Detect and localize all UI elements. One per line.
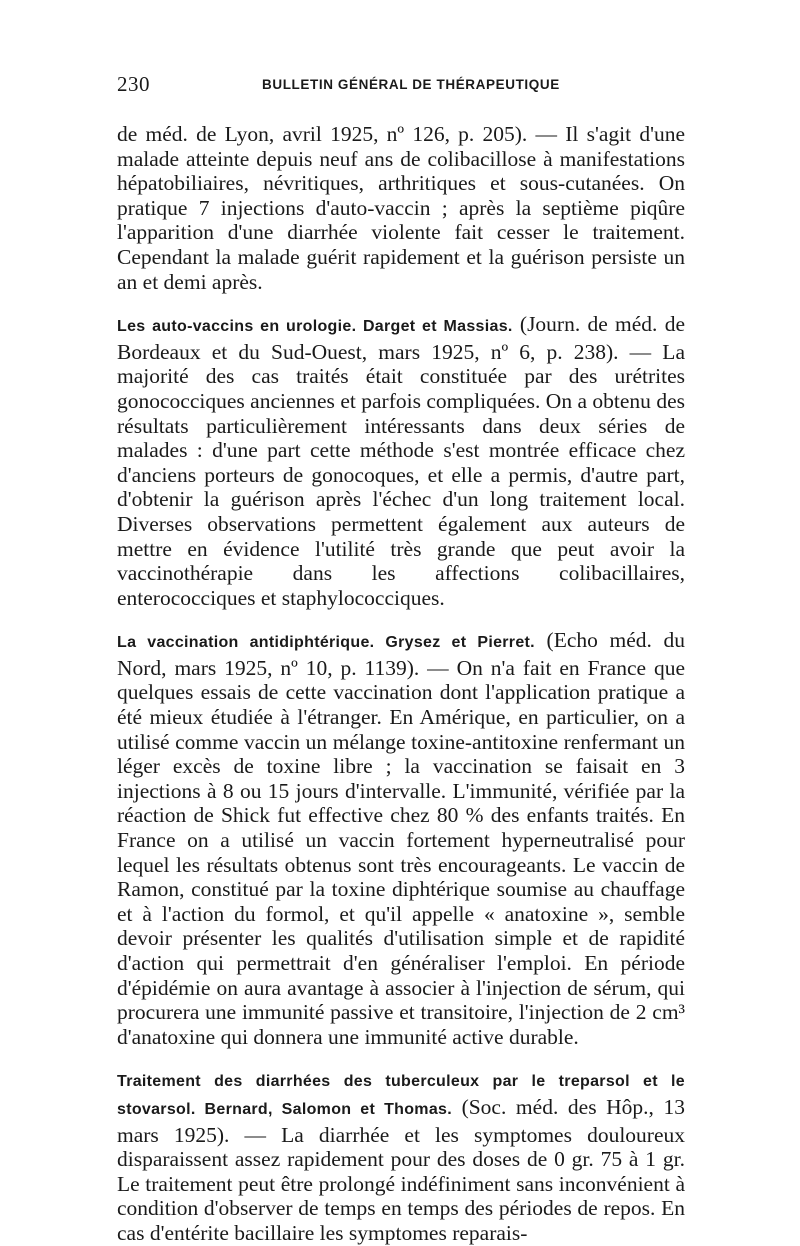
article-body: (Soc. méd. des Hôp., 13 mars 1925). — La diarrhée et les symptomes douloureux disparaissent assez rapidement pour des doses de 0 gr. 75 à 1 gr. Le traitement peut être prolongé indéfiniment sans inconvénient à condition d'observer de temps en temps des périodes de repos. En cas d'entérite bacillaire les symptomes reparais- — [117, 1094, 685, 1245]
page-number: 230 — [117, 72, 150, 96]
article-heading: Traitement des diarrhées des tuberculeux par le treparsol et le stovarsol. Bernard, Salomon et Thomas. — [117, 1073, 685, 1118]
article-heading: Les auto-vaccins en urologie. Darget et Massias. — [117, 318, 513, 336]
journal-title: BULLETIN GÉNÉRAL DE THÉRAPEUTIQUE — [262, 77, 560, 92]
article-body: (Journ. de méd. de Bordeaux et du Sud-Ouest, mars 1925, nº 6, p. 238). — La majorité des cas traités était constituée par des urétrites gonococciques anciennes et parfois compliquées. On a obtenu des résultats particulièrement intéressants dans deux séries de malades : d'une part cette méthode s'est montrée efficace chez d'anciens porteurs de gonocoques, et elle a permis, d'autre part, d'obtenir la guérison après l'échec d'un long traitement local. Diverses observations permettent également aux auteurs de mettre en évidence l'utilité très grande que peut avoir la vaccinothérapie dans les affections colibacillaires, enterococciques et staphylococciques. — [117, 312, 685, 610]
paragraph-body: de méd. de Lyon, avril 1925, nº 126, p. 205). — Il s'agit d'une malade atteinte depuis neuf ans de colibacillose à manifestations hépatobiliaires, névritiques, arthritiques et sous-cutanées. On pratique 7 injections d'auto-vaccin ; après la septième piqûre l'apparition d'une diarrhée violente fait cesser le traitement. Cependant la malade guérit rapidement et la guérison persiste un an et demi après. — [117, 122, 685, 294]
document-page — [117, 72, 685, 1246]
article-body: (Echo méd. du Nord, mars 1925, nº 10, p. 1139). — On n'a fait en France que quelques essais de cette vaccination dont l'application pratique a été mieux étudiée à l'étranger. En Amérique, en particulier, on a utilisé comme vaccin un mélange toxine-antitoxine renfermant un léger excès de toxine libre ; la vaccination se faisait en 3 injections à 8 ou 15 jours d'intervalle. L'immunité, vérifiée par la réaction de Shick fut effective chez 80 % des enfants traités. En France on a utilisé un vaccin fortement hyperneutralisé pour lequel les résultats obtenus sont très encourageants. Le vaccin de Ramon, constitué par la toxine diphtérique soumise au chauffage et à l'action du formol, et qu'il appelle « anatoxine », semble devoir présenter les qualités d'utilisation simple et de rapidité d'action qui permettrait d'en généraliser l'emploi. En période d'épidémie on aura avantage à associer à l'injection de sérum, qui procurera une immunité passive et transitoire, l'injection de 2 cm³ d'anatoxine qui donnera une immunité active durable. — [117, 628, 685, 1049]
article-heading: La vaccination antidiphtérique. Grysez et Pierret. — [117, 634, 535, 652]
article-autovaccins-urologie — [117, 312, 685, 610]
paragraph-continuation — [117, 122, 685, 294]
article-diarrhees-tuberculeux — [117, 1067, 685, 1245]
article-vaccination-antidiphterique — [117, 628, 685, 1049]
running-header — [117, 72, 685, 100]
